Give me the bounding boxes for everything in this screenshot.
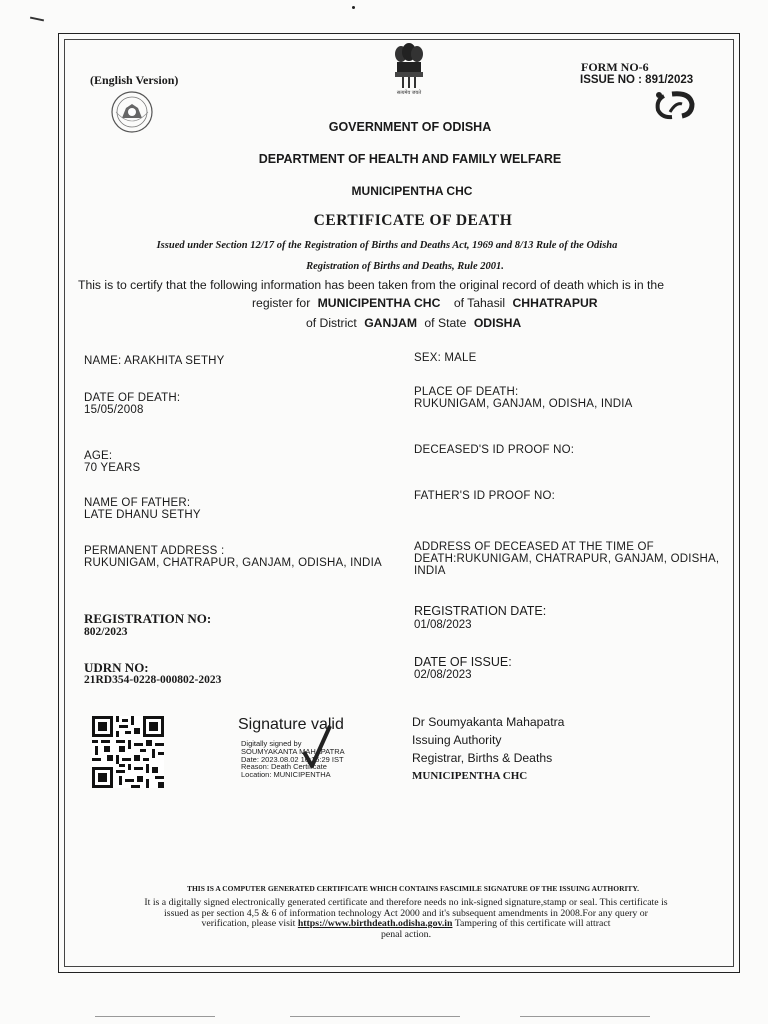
footer-tamper-text: Tampering of this certificate will attract: [454, 918, 611, 929]
register-for-text: register for: [252, 296, 311, 310]
verification-link[interactable]: https://www.birthdeath.odisha.gov.in: [297, 918, 453, 929]
address-at-death-line-3: INDIA: [414, 565, 446, 577]
footer-line-3: [70, 919, 742, 930]
registration-date-value: 01/08/2023: [414, 619, 472, 631]
date-of-death-label: DATE OF DEATH:: [84, 392, 181, 404]
subtitle-line-1: Issued under Section 12/17 of the Registration of Births and Deaths Act, 1969 and 8/13 Rule of the Odisha: [156, 240, 618, 251]
footer-text: [70, 898, 742, 940]
footer-line-1: It is a digitally signed electronically generated certificate and therefore needs no ink-signed signature,stamp or seal. This certificate is: [144, 897, 668, 908]
address-at-death-line-2: DEATH:RUKUNIGAM, CHATRAPUR, GANJAM, ODISHA,: [414, 553, 720, 565]
udrn-label: UDRN NO:: [84, 660, 149, 675]
date-of-death-value: 15/05/2008: [84, 404, 144, 416]
logo-icon: [652, 88, 700, 122]
footer-line-2: issued as per section 4,5 & 6 of information technology Act 2000 and it's subsequent amendments in 2008.For any query or: [164, 907, 648, 919]
signature-line-2: SOUMYAKANTA MAHAPATRA: [241, 746, 345, 756]
chc-name: MUNICIPENTHA CHC: [317, 296, 441, 310]
age-label: AGE:: [84, 450, 113, 462]
father-name-value: LATE DHANU SETHY: [84, 509, 201, 521]
form-number: FORM NO-6: [581, 60, 649, 74]
authority-block: [412, 713, 564, 785]
certify-line-2: [252, 296, 598, 310]
place-of-death-label: PLACE OF DEATH:: [414, 386, 519, 398]
scan-line: [95, 1016, 215, 1017]
date-of-issue-label: DATE OF ISSUE:: [414, 655, 512, 669]
udrn-value: 21RD354-0228-000802-2023: [84, 674, 222, 686]
tahasil-label: of Tahasil: [453, 296, 506, 310]
org-government: GOVERNMENT OF ODISHA: [328, 120, 492, 134]
signature-line-3: Date: 2023.08.02 16:15:29 IST: [241, 754, 344, 764]
scan-mark: [352, 6, 355, 9]
footer-verify-text: verification, please visit: [201, 918, 296, 929]
deceased-id-proof-label: DECEASED'S ID PROOF NO:: [414, 444, 575, 456]
district-name: GANJAM: [364, 316, 418, 330]
authority-role-1: Issuing Authority: [412, 733, 502, 747]
father-id-proof-label: FATHER'S ID PROOF NO:: [414, 490, 555, 502]
scan-mark: [30, 17, 44, 22]
permanent-address-value: RUKUNIGAM, CHATRAPUR, GANJAM, ODISHA, INDIA: [84, 557, 382, 569]
authority-role-2: Registrar, Births & Deaths: [412, 751, 553, 765]
registration-no-value: 802/2023: [84, 626, 128, 638]
state-label: of State: [424, 316, 467, 330]
signature-line-1: Digitally signed by: [241, 739, 302, 748]
certify-line-1: This is to certify that the following information has been taken from the original record of death which is in the: [78, 278, 664, 292]
sex-field: SEX: MALE: [414, 352, 477, 364]
authority-org: MUNICIPENTHA CHC: [412, 770, 528, 782]
state-name: ODISHA: [473, 316, 522, 330]
father-name-label: NAME OF FATHER:: [84, 497, 191, 509]
scan-line: [290, 1016, 460, 1017]
signature-details: [241, 740, 345, 779]
footer-notice-bold: THIS IS A COMPUTER GENERATED CERTIFICATE WHICH CONTAINS FASCIMILE SIGNATURE OF THE ISSUING AUTHORITY.: [186, 884, 640, 893]
subtitle-line-2: Registration of Births and Deaths, Rule 2001.: [306, 261, 504, 272]
qr-code: [92, 716, 164, 788]
signature-valid-title: Signature valid: [238, 716, 344, 733]
age-value: 70 YEARS: [84, 462, 141, 474]
page-title: CERTIFICATE OF DEATH: [313, 212, 513, 229]
address-at-death-line-1: ADDRESS OF DECEASED AT THE TIME OF: [414, 541, 654, 553]
signature-line-5: Location: MUNICIPENTHA: [241, 770, 331, 780]
district-label: of District: [306, 316, 357, 330]
org-department: DEPARTMENT OF HEALTH AND FAMILY WELFARE: [258, 152, 562, 166]
registration-no-label: REGISTRATION NO:: [84, 611, 212, 626]
permanent-address-label: PERMANENT ADDRESS :: [84, 545, 225, 557]
footer-line-4: penal action.: [380, 928, 432, 940]
registration-date-label: REGISTRATION DATE:: [414, 604, 547, 618]
deceased-name: NAME: ARAKHITA SETHY: [84, 355, 225, 367]
scan-line: [520, 1016, 650, 1017]
national-emblem-icon: [389, 42, 429, 98]
emblem-motto: सत्यमेव जयते: [396, 90, 422, 96]
authority-name: Dr Soumyakanta Mahapatra: [412, 715, 565, 729]
tahasil-name: CHHATRAPUR: [512, 296, 598, 310]
issue-number: ISSUE NO : 891/2023: [580, 74, 694, 86]
org-chc: MUNICIPENTHA CHC: [351, 184, 473, 198]
place-of-death-value: RUKUNIGAM, GANJAM, ODISHA, INDIA: [414, 398, 633, 410]
signature-line-4: Reason: Death Certificate: [241, 762, 327, 772]
date-of-issue-value: 02/08/2023: [414, 669, 472, 681]
certify-line-3: [306, 316, 521, 330]
english-version-label: (English Version): [90, 73, 179, 87]
